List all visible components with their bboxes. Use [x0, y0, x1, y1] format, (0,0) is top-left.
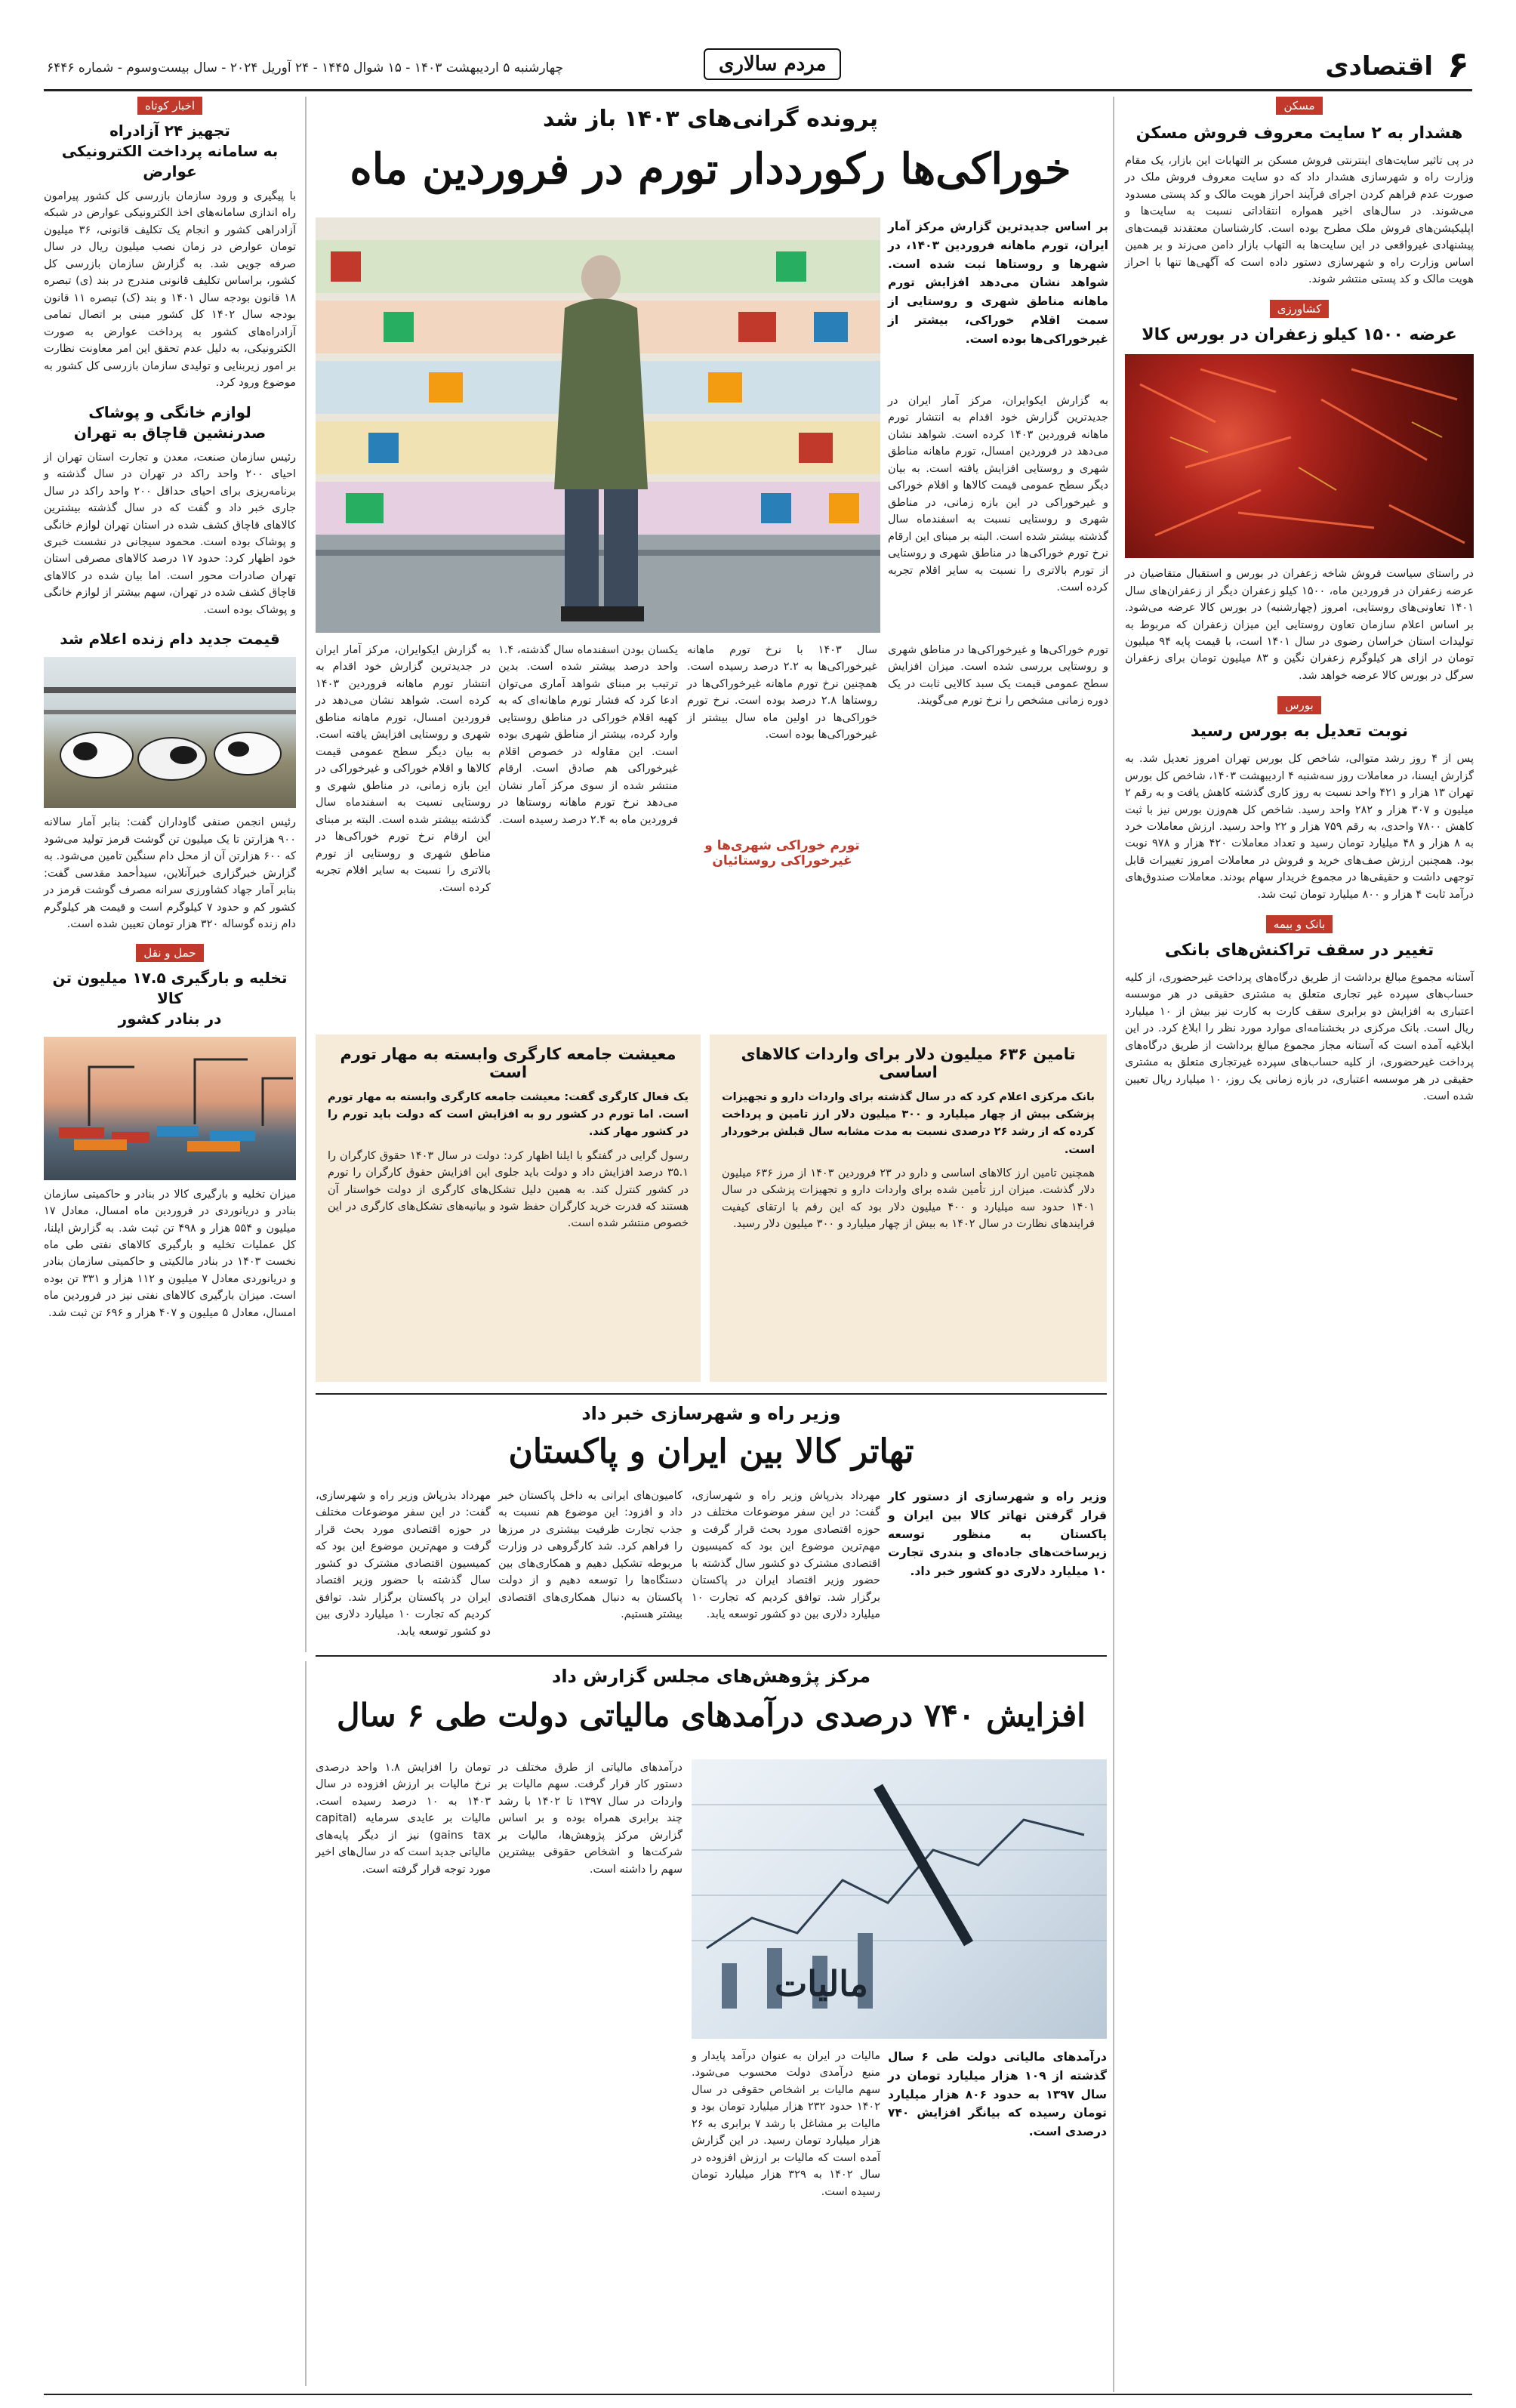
bank-body: آستانه مجموع مبالغ برداشت از طریق درگاه‌های پرداخت غیرحضوری، از کلیه حساب‌های سپرده غیر تجاری متعلق به مشتری حقیقی در هر موسسه اعتباری به افزایش دو برابری سقف کارت به کارت نیز بیش از ۱۰ میلیارد ریال است. بانک مرکزی در بخشنامه‌ای موارد مورد نظر را ابلاغ کرد. در این ابلاغیه آمده است که آستانه مجاز مجموع مبالغ برداشت از طریق درگاه‌های پرداخت غیرحضوری، از کلیه حساب‌های سپرده غیرتجاری متعلق به مشتری حقیقی در هر موسسه اعتباری، در بازه زمانی یک روز، ۱۰ میلیارد ریال تعیین شده است. [1125, 972, 1474, 1103]
tax-photo-caption: مالیات [775, 1963, 868, 2004]
main-body-col3: یکسان بودن اسفندماه سال گذشته، ۱.۴ واحد درصد بیشتر شده است. بدین ترتیب بر مبنای شواهد آماری می‌توان ادعا کرد که فشار تورم ماهانه‌ای که به کهیه اقلام خوراکی در مناطق روستایی وارد کرده، بیشتر از مناطق شهری بوده است. این مقاوله در خصوص اقلام غیرخوراکی هم صادق است. ارقام منتشر شده از سوی مرکز آمار نشان می‌دهد نرخ تورم ماهانه روستاها در فروردین ماه به ۲.۴ درصد رسیده است. [498, 644, 678, 826]
imports-box-body: همچنین تامین ارز کالاهای اساسی و دارو در ۲۳ فروردین ۱۴۰۳ از مرز ۶۳۶ میلیون دلار گذشت. میزان ارز تأمین شده برای واردات دارو و تجهیزات پزشکی در سال ۱۴۰۱ حدود سه میلیارد و ۴۰۰ میلیون دلار بود که این رقم با ارتقای کیفیت فرایندهای نظارت در سال ۱۴۰۲ به بیش از چهار میلیارد و ۳۰۰ میلیون دلار رسید. [722, 1167, 1095, 1231]
transport-tag: حمل و نقل [136, 944, 203, 962]
left-column [44, 97, 296, 2392]
tax-headline: افزایش ۷۴۰ درصدی درآمدهای مالیاتی دولت طی ۶ سال [337, 1697, 1086, 1734]
column-rule-left [305, 97, 307, 1652]
tolls-body: با پیگیری و ورود سازمان بازرسی کل کشور پیرامون راه اندازی سامانه‌های اخذ الکترونیکی عوارض در شبکه آزادراهی کشور و انجام یک تکلیف قانونی، ۳۶ میلیون تومان عوارض در زمان نصب میلیون ریال در سال صرفه جویی شد. به گزارش سازمان بازرسی کل کشور، براساس تکلیف قانونی مندرج در بند (ی) تبصره ۱۸ قانون بودجه سال ۱۴۰۱ و بند (ک) تبصره ۱۱ قانون بودجه سال ۱۴۰۲ کل کشور مبنی بر اتصال تمامی آزادراه‌های کشور به پرداخت عوارض به صورت الکترونیکی، به دلیل عدم تحقق این امر معاونت نظارت بر امور زیربنایی و تولیدی سازمان بازرسی کل کشور به موضوع ورود کرد. [44, 190, 296, 390]
column-rule-left-lower [305, 1661, 307, 2386]
labor-box-title: معیشت جامعه کارگری وابسته به مهار تورم است [340, 1045, 676, 1081]
road-top-rule [316, 1393, 1107, 1395]
saffron-photo [1125, 354, 1474, 558]
tolls-subtitle: به سامانه پرداخت الکترونیکی عوارض [61, 142, 279, 180]
bank-tag: بانک و بیمه [1266, 915, 1333, 933]
main-subhead: تورم خوراکی شهری‌ها و غیرخوراکی روستائیان [704, 838, 860, 868]
column-rule-right [1113, 97, 1114, 2392]
bourse-tag: بورس [1277, 696, 1320, 714]
imports-box-lead: بانک مرکزی اعلام کرد که در سال گذشته برای واردات دارو و تجهیزات پزشکی بیش از چهار میلیارد و ۳۰۰ میلیون دلار ارز تامین و پرداخت کرده که از رشد ۲۶ درصدی نسبت به مدت مشابه سال قبلش برخوردار است. [722, 1091, 1095, 1156]
labor-box-lead: یک فعال کارگری گفت: معیشت جامعه کارگری وابسته به مهار تورم است. اما تورم در کشور رو به افزایش است که دولت باید تورم را در کشور مهار کند. [328, 1091, 689, 1139]
ports-subtitle: در بنادر کشور [118, 1009, 222, 1028]
bank-title: تغییر در سقف تراکنش‌های بانکی [1164, 941, 1434, 960]
saffron-body: در راستای سیاست فروش شاخه زعفران در بورس و استقبال متقاضیان در عرضه زعفران در فروردین ماه، ۱۵۰۰ کیلو زعفران دیگر از زعفران‌های سال ۱۴۰۱ تعاونی‌های روستایی، امروز (چهارشنبه) در بورس کالا عرضه می‌شود. بر اساس اعلام سازمان تعاون روستایی این میزان زعفران که مربوط به تولیدات استان خراسان رضوی در سال ۱۴۰۱ است، با قیمت پایه ۹۴ میلیون تومان در ازای هر کیلوگرم زعفران نگین و ۸۳ میلیون تومان برای زعفران سرگل در بورس کالا عرضه خواهد شد. [1125, 568, 1474, 682]
road-headline: تهاتر کالا بین ایران و پاکستان [508, 1432, 914, 1471]
main-headline: خوراکی‌ها رکورددار تورم در فروردین ماه [350, 144, 1071, 194]
labor-box-body: رسول گرایی در گفتگو با ایلنا اظهار کرد: دولت در سال ۱۴۰۳ حقوق کارگران را ۳۵.۱ درصد افزایش داد و دولت باید جلوی این افزایش حقوق کارگران را تورم در کشور کنترل کند. به همین دلیل تشکل‌های کارگری از دولت خواستار آن هستند که قدرت خرید کارگران حفظ شود و بیانیه‌های تشکل‌های کارگری در این خصوص منتشر شده است. [328, 1149, 689, 1230]
section-title: اقتصادی [1325, 51, 1433, 82]
main-body-col1: تورم خوراکی‌ها و غیرخوراکی‌ها در مناطق شهری و روستایی بررسی شده است. میزان افزایش سطح عمومی قیمت یک سبد کالایی ثابت در یک دوره زمانی مشخص را نرخ تورم می‌گویند. [888, 644, 1108, 708]
agriculture-tag: کشاورزی [1270, 300, 1330, 318]
tax-graphic [692, 1759, 1107, 2039]
right-column [1125, 97, 1474, 2392]
main-body-col2: سال ۱۴۰۳ با نرخ تورم ماهانه غیرخوراکی‌ها به ۲.۲ درصد رسیده است. همچنین نرخ تورم ماهانه غیرخوراکی‌ها در روستاها ۲.۸ درصد بوده است. نرخ تورم خوراکی‌ها در اولین ماه سال بیشتر از غیرخوراکی‌ها بوده است. [687, 644, 877, 742]
tax-photo [692, 1759, 1107, 2039]
main-kicker: پرونده گرانی‌های ۱۴۰۳ باز شد [542, 106, 879, 132]
port-cranes-graphic [44, 1037, 296, 1180]
road-kicker: وزیر راه و شهرسازی خبر داد [581, 1403, 841, 1424]
labor-box [316, 1034, 701, 1382]
tax-body-2: درآمدهای مالیاتی از طرق مختلف در دستور کار قرار گرفت. سهم مالیات بر واردات در سال ۱۳۹۷ تا ۱۴۰۲ با رشد چند برابری همراه بوده و بر اساس گزارش مرکز پژوهش‌ها، مالیات بر شرکت‌ها و اشخاص حقوقی بیشترین سهم را داشته است. [498, 1762, 683, 1876]
main-lead: بر اساس جدیدترین گزارش مرکز آمار ایران، تورم ماهانه فروردین ۱۴۰۳، در شهرها و روستاها ثبت شده است. شواهد نشان می‌دهد افزایش تورم ماهانه مناطق شهری و روستایی از سمت اقلام خوراکی، بیشتر از غیرخوراکی‌ها بوده است. [888, 220, 1108, 346]
saffron-threads-graphic [1125, 354, 1474, 558]
tax-body: مالیات در ایران به عنوان درآمد پایدار و منبع درآمدی دولت محسوب می‌شود. سهم مالیات بر اشخاص حقوقی در سال ۱۴۰۲ حدود ۲۳۲ هزار میلیارد تومان بود و مالیات بر مشاغل با رشد ۷ برابری به ۲۶ هزار میلیارد تومان رسید. در این گزارش آمده است که مالیات بر ارزش افزوده در سال ۱۴۰۲ به ۳۲۹ هزار میلیارد تومان رسیده است. [692, 2050, 881, 2198]
imports-box [710, 1034, 1107, 1382]
tax-kicker: مرکز پژوهش‌های مجلس گزارش داد [552, 1666, 870, 1687]
livestock-title: قیمت جدید دام زنده اعلام شد [60, 630, 280, 649]
page-header [0, 0, 1516, 89]
news-short-tag: اخبار کوتاه [137, 97, 202, 115]
road-body-2: کامیون‌های ایرانی به داخل پاکستان خبر داد و افزود: این موضوع هم نسبت به جذب تجارت ظرفیت بیشتری در مرزها را فراهم کرد. شد کارگروهی در وزارت مربوطه تشکیل دهیم و همکاری‌های بین دستگاه‌ها را توسعه دهیم و از دولت پاکستان به دنبال همکاری‌های اقتصادی بیشتر هستیم. [498, 1490, 683, 1621]
page-number: ۶ [1447, 44, 1469, 86]
saffron-title: عرضه ۱۵۰۰ کیلو زعفران در بورس کالا [1142, 325, 1457, 345]
supermarket-photo [316, 217, 880, 633]
tax-lead: درآمدهای مالیاتی دولت طی ۶ سال گذشته از ۱۰۹ هزار میلیارد تومان در سال ۱۳۹۷ به حدود ۸۰۶ هزار میلیارد تومان رسیده که بیانگر افزایش ۷۴۰ درصدی است. [888, 2050, 1107, 2139]
supermarket-graphic [316, 217, 880, 633]
ports-photo [44, 1037, 296, 1180]
imports-box-title: تامین ۶۳۶ میلیون دلار برای واردات کالاهای اساسی [741, 1045, 1076, 1081]
road-body-3: مهرداد بذرپاش وزیر راه و شهرسازی، گفت: در این سفر موضوعات مختلف در حوزه اقتصادی مورد بحث قرار گرفت و مهم‌ترین موضوع این بود که کمیسیون اقتصادی مشترک دو کشور سال گذشته با حضور وزیر اقتصاد ایران در پاکستان برگزار شد. توافق کردیم که تجارت ۱۰ میلیارد دلاری بین دو کشور توسعه یابد. [316, 1490, 491, 1638]
livestock-body: رئیس انجمن صنفی گاوداران گفت: بنابر آمار سالانه ۹۰۰ هزارتن تا یک میلیون تن گوشت قرمز تولید می‌شود که ۶۰۰ هزارتن آن از محل دام سنگین تامین می‌شود. به گزارش خبرگزاری خبرآنلاین، سیدأحمد مقدسی گفت: بنابر آمار جهاد کشاورزی سرانه مصرف گوشت قرمز در کشور کم و حدود ۷ کیلوگرم است و قیمت هر کیلوگرم دام زنده گوساله ۳۲۰ هزار تومان تعیین شده است. [44, 816, 296, 931]
ports-body: میزان تخلیه و بارگیری کالا در بنادر و حاکمیتی سازمان بنادر و دریانوردی در فروردین ماه امسال، معادل ۱۷ میلیون و ۵۵۴ هزار و ۴۹۸ تن ثبت شد. به گزارش ایلنا، کل عملیات تخلیه و بارگیری کالاهای نفتی طی ماه نخست ۱۴۰۳ در بنادر مالکیتی و حاکمیتی سازمان بنادر و دریانوردی معادل ۷ میلیون و ۱۱۲ هزار و ۳۳۱ تن بوده است. میزان بارگیری کالاهای نفتی نیز در فروردین ماه امسال، معادل ۵ میلیون و ۴۰۷ هزار و ۶۹۶ تن ثبت شد. [44, 1188, 297, 1319]
ports-title: تخلیه و بارگیری ۱۷.۵ میلیون تن کالا [52, 968, 288, 1007]
footer-rule [44, 2394, 1472, 2395]
main-body-col4: به گزارش ایکوایران، مرکز آمار ایران در جدیدترین گزارش خود اقدام به انتشار تورم ماهانه فروردین ۱۴۰۳ کرده است. شواهد نشان می‌دهد در فروردین امسال، تورم ماهانه مناطق شهری و روستایی افزایش یافته است. به بیان دیگر سطح عمومی قیمت کالاها و اقلام خوراکی و غیرخوراکی در این بازه زمانی، در مناطق شهری و روستایی نسبت به اسفندماه سال گذشته بیشتر شده است. البته بر مبنای این ارقام نرخ تورم خوراکی‌ها در مناطق شهری و روستایی از تورم بالاتری را نسبت به سایر اقلام تجربه کرده است. [316, 644, 491, 894]
newspaper-logo: مردم سالاری [704, 48, 841, 80]
dateline: چهارشنبه ۵ اردیبهشت ۱۴۰۳ - ۱۵ شوال ۱۴۴۵ - ۲۴ آوریل ۲۰۲۴ - سال بیست‌وسوم - شماره ۶۴۴۶ [47, 60, 564, 76]
road-body: مهرداد بذرپاش وزیر راه و شهرسازی، گفت: در این سفر موضوعات مختلف در حوزه اقتصادی مورد بحث قرار گرفت و مهم‌ترین موضوع این بود که کمیسیون اقتصادی مشترک دو کشور سال گذشته با حضور وزیر اقتصاد ایران در پاکستان برگزار شد. توافق کردیم که تجارت ۱۰ میلیارد دلاری بین دو کشور توسعه یابد. [692, 1490, 880, 1621]
header-rule [44, 89, 1472, 91]
housing-title: هشدار به ۲ سایت معروف فروش مسکن [1135, 124, 1463, 143]
road-lead: وزیر راه و شهرسازی از دستور کار قرار گرفتن تهاتر کالا بین ایران و پاکستان به منظور توسعه زیرساخت‌های جاده‌ای و بندری تجارت ۱۰ میلیارد دلاری دو کشور خبر داد. [888, 1490, 1107, 1579]
smuggling-subtitle: صدرنشین قاچاق به تهران [73, 423, 267, 442]
smuggling-title: لوازم خانگی و پوشاک [88, 402, 251, 421]
housing-body: در پی تاثیر سایت‌های اینترنتی فروش مسکن بر التهابات این بازار، یک مقام وزارت راه و شهرسازی هشدار داد که دو سایت معروف فروش ملک در صورت عدم فراهم کردن اجرای فرآیند احراز هویت مالک و کد پستی مسدود می‌شوند. در سال‌های اخیر همواره انتقاداتی نسبت به سایت‌ها و اپلیکیشن‌های فروش ملک مطرح بوده است. کارشناسان معتقدند قیمت‌های پیشنهادی غیرواقعی در این سایت‌ها به التهاب بازار دامن می‌زند و بر همین اساس وزارت راه و شهرسازی دستور داده است که آگهی‌ها تنها با احراز هویت مالک و کد پستی منتشر شوند. [1125, 154, 1474, 285]
main-body: به گزارش ایکوایران، مرکز آمار ایران در جدیدترین گزارش خود اقدام به انتشار تورم ماهانه فروردین ۱۴۰۳ کرده است. شواهد نشان می‌دهد در فروردین امسال، تورم ماهانه مناطق شهری و روستایی افزایش یافته است. به بیان دیگر سطح عمومی قیمت کالاها و اقلام خوراکی و غیرخوراکی در این بازه زمانی، در مناطق شهری و روستایی نسبت به اسفندماه سال گذشته بیشتر شده است. البته بر مبنای این ارقام نرخ تورم خوراکی‌ها در مناطق شهری و روستایی از تورم بالاتری را نسبت به سایر اقلام تجربه کرده است. [888, 395, 1108, 594]
tax-top-rule [316, 1655, 1107, 1657]
tolls-title: تجهیز ۲۴ آزادراه [109, 122, 230, 140]
bourse-body: پس از ۴ روز رشد متوالی، شاخص کل بورس تهران امروز تعدیل شد. به گزارش ایسنا، در معاملات روز سه‌شنبه ۴ اردیبهشت ۱۴۰۳، شاخص کل بورس تهران ۱۳ هزار و ۴۲۱ واحد نسبت به روز کاری گذشته کاهش یافت و به رقم ۲ میلیون و ۳۰۷ هزار و ۲۸۲ واحد رسید. شاخص کل هم‌وزن بورس نیز با ثبت کاهش ۷۸۰۰ واحدی، به رقم ۷۵۹ هزار و ۲۲ واحد رسید. ارزش معاملات خرد به ۸ هزار و ۴۸ میلیارد تومان رسید و تعداد معاملات ۴۲۰ هزار و ۹۷۸ نوبت بود. همچنین ارزش صف‌های خرید و فروش در معاملات امروز تغییرات قابل توجهی داشت و حقیقی‌ها در مجموع خریدار سهام بودند. معاملات صندوق‌های درآمد ثابت ۴ هزار و ۸۰۰ میلیارد تومان ثبت شد. [1125, 753, 1474, 901]
bourse-title: نوبت تعدیل به بورس رسید [1190, 722, 1409, 742]
tax-body-3: تومان را افزایش ۱.۸ واحد درصدی نرخ مالیات بر ارزش افزوده در سال ۱۴۰۳ به ۱۰ درصد رسیده است. مالیات بر عایدی سرمایه (capital gains tax) نیز از دیگر پایه‌های مالیاتی جدید است که در سال‌های اخیر مورد توجه قرار گرفته است. [316, 1762, 491, 1876]
smuggling-body: رئیس سازمان صنعت، معدن و تجارت استان تهران از احیای ۲۰۰ واحد راکد در تهران در سال گذشته و برنامه‌ریزی برای احیای حداقل ۲۰۰ واحد راکد در سال جاری خبر داد و گفت که در سال گذشته بیشترین کالاهای قاچاق کشف شده در استان تهران لوازم خانگی و پوشاک بوده است. محمود سیجانی در نشست خبری خود اظهار کرد: حدود ۱۷ درصد کالاهای مصرفی استان تهران صادرات محور است. اما بیان شده در کالاهای قاچاق کشف شده در تهران، سهم بیشتر از لوازم خانگی و پوشاک بوده است. [44, 451, 296, 616]
housing-tag: مسکن [1276, 97, 1322, 115]
cows-graphic [44, 657, 296, 808]
livestock-photo [44, 657, 296, 808]
